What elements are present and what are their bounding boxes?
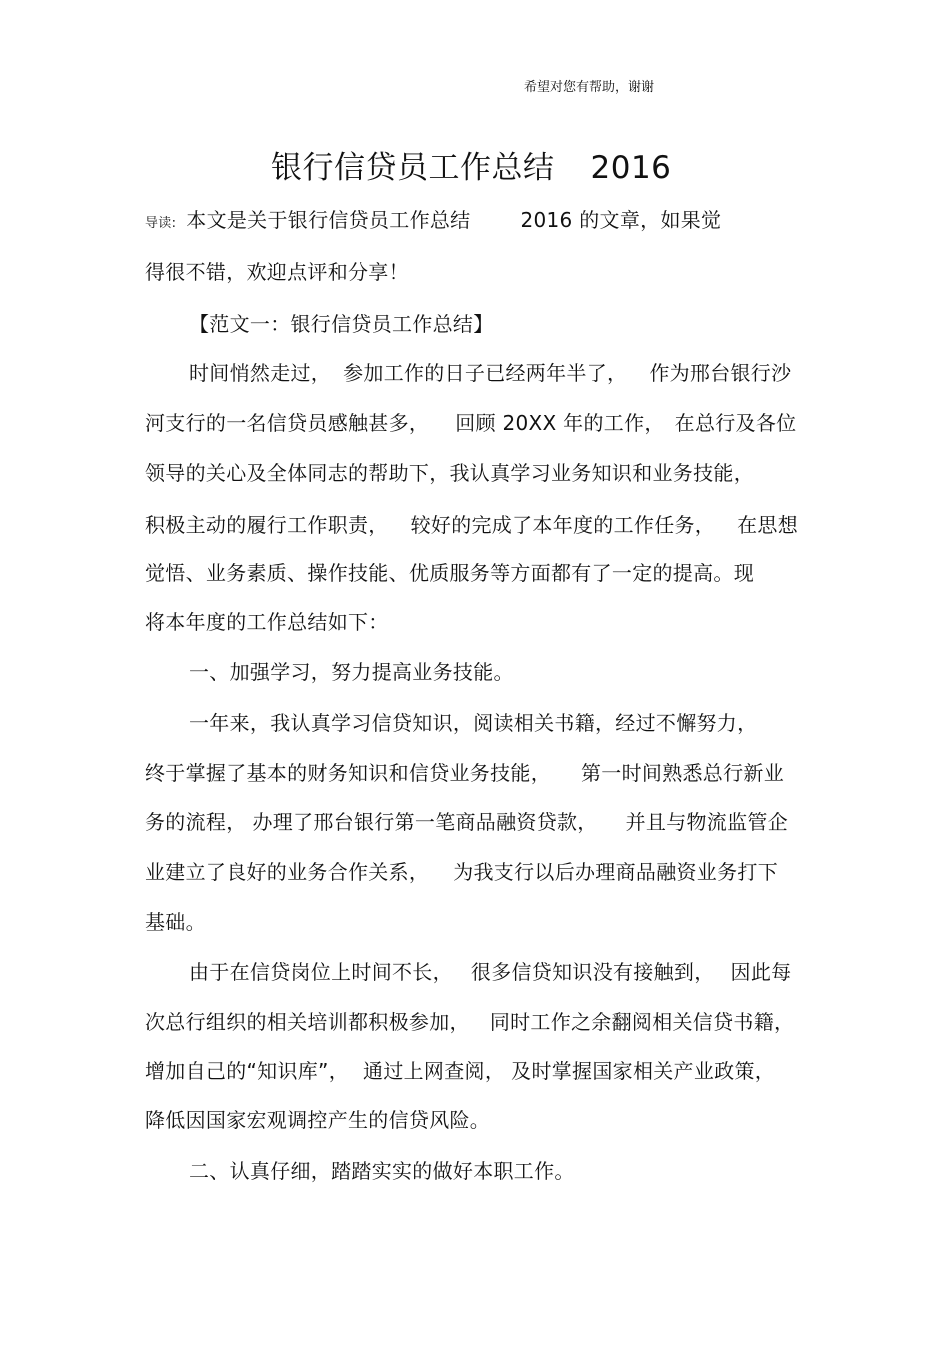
paragraph-line <box>145 856 778 885</box>
title-text: 银行信贷员工作总结 <box>271 150 555 186</box>
text-span: 为我支行以后办理商品融资业务打下 <box>453 860 779 884</box>
intro-label: 导读: <box>145 216 177 231</box>
intro-text: 本文是关于银行信贷员工作总结 <box>186 208 471 232</box>
text-span: 较好的完成了本年度的工作任务， <box>410 513 716 537</box>
text-span: 务的流程， <box>145 810 247 834</box>
paragraph-line <box>145 1006 794 1035</box>
text-span: 河支行的一名信贷员感触甚多， <box>145 411 430 435</box>
text-span: 参加工作的日子已经两年半了， <box>343 361 628 385</box>
text-span: 办理了邢台银行第一笔商品融资贷款， <box>252 810 598 834</box>
paragraph-line <box>189 357 791 386</box>
paragraph-line <box>145 509 798 538</box>
text-span: 第一时间熟悉总行新业 <box>581 761 784 785</box>
intro-text: 2016 的文章，如果觉 <box>520 208 722 232</box>
paragraph-line: 将本年度的工作总结如下： <box>145 610 389 634</box>
text-span: 并且与物流监管企 <box>625 810 789 834</box>
paragraph-line <box>145 806 788 835</box>
title-year: 2016 <box>590 150 672 186</box>
subheading-1: 一、加强学习，努力提高业务技能。 <box>189 660 514 684</box>
paragraph-line: 降低因国家宏观调控产生的信贷风险。 <box>145 1108 491 1132</box>
paragraph-line <box>145 757 784 786</box>
text-span: 及时掌握国家相关产业政策， <box>511 1059 776 1083</box>
intro-line-1 <box>145 204 721 233</box>
text-span: 因此每 <box>730 960 792 984</box>
text-span: 在总行及各位 <box>674 411 797 435</box>
paragraph-line <box>145 1055 775 1084</box>
text-span: 时间悄然走过， <box>189 361 332 385</box>
text-span: 在思想 <box>737 513 799 537</box>
text-span: 通过上网查阅， <box>363 1059 506 1083</box>
paragraph-line: 一年来，我认真学习信贷知识，阅读相关书籍，经过不懈努力， <box>189 711 758 735</box>
text-span: 增加自己的“知识库”， <box>145 1059 350 1083</box>
text-span: 次总行组织的相关培训都积极参加， <box>145 1010 470 1034</box>
intro-line-2: 得很不错，欢迎点评和分享！ <box>145 260 409 284</box>
document-title <box>271 142 671 187</box>
text-span: 作为邢台银行沙 <box>649 361 792 385</box>
subheading-2: 二、认真仔细，踏踏实实的做好本职工作。 <box>189 1159 575 1183</box>
section-heading: 【范文一：银行信贷员工作总结】 <box>189 312 494 336</box>
paragraph-line: 领导的关心及全体同志的帮助下，我认真学习业务知识和业务技能， <box>145 461 754 485</box>
text-span: 由于在信贷岗位上时间不长， <box>189 960 453 984</box>
header-note: 希望对您有帮助，谢谢 <box>524 80 655 95</box>
paragraph-line <box>189 956 791 985</box>
text-span: 终于掌握了基本的财务知识和信贷业务技能， <box>145 761 551 785</box>
text-span: 业建立了良好的业务合作关系， <box>145 860 430 884</box>
text-span: 回顾 20XX 年的工作， <box>455 411 665 435</box>
paragraph-line <box>145 407 796 436</box>
paragraph-line: 觉悟、业务素质、操作技能、优质服务等方面都有了一定的提高。现 <box>145 561 754 585</box>
text-span: 很多信贷知识没有接触到， <box>470 960 715 984</box>
text-span: 同时工作之余翻阅相关信贷书籍， <box>489 1010 795 1034</box>
text-span: 积极主动的履行工作职责， <box>145 513 389 537</box>
paragraph-line: 基础。 <box>145 910 206 934</box>
